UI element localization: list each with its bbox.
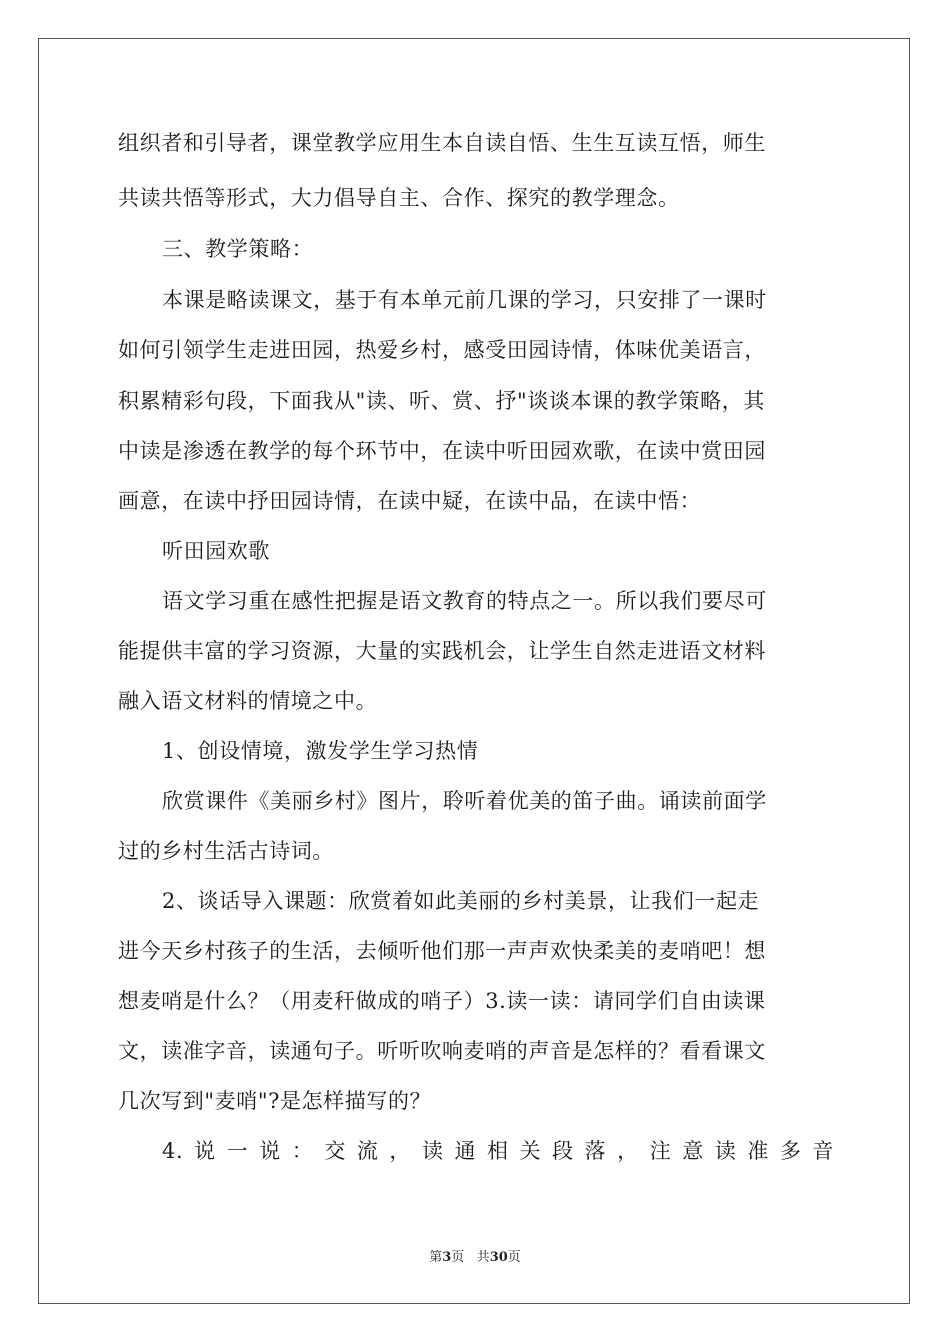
paragraph-line: 组织者和引导者，课堂教学应用生本自读自悟、生生互读互悟，师生 [118,131,766,155]
paragraph-line: 文，读准字音，读通句子。听听吹响麦哨的声音是怎样的？看看课文 [118,1039,766,1063]
page-footer [0,1246,950,1265]
paragraph-line: 融入语文材料的情境之中。 [118,689,378,713]
subheading: 听田园欢歌 [162,539,270,563]
paragraph-line: 想麦哨是什么？（用麦秆做成的哨子）3.读一读：请同学们自由读课 [118,989,766,1013]
footer-prefix: 第 [429,1250,443,1265]
paragraph-line: 中读是渗透在教学的每个环节中，在读中听田园欢歌，在读中赏田园 [118,439,766,463]
paragraph-line: 过的乡村生活古诗词。 [118,839,334,863]
paragraph-line: 如何引领学生走进田园，热爱乡村，感受田园诗情，体味优美语言， [118,338,766,362]
footer-page-suffix: 页 [451,1250,465,1265]
paragraph-line: 本课是略读课文，基于有本单元前几课的学习，只安排了一课时 [162,288,767,312]
paragraph-line: 几次写到"麦哨"?是怎样描写的？ [118,1089,432,1113]
paragraph-line: 进今天乡村孩子的生活，去倾听他们那一声声欢快柔美的麦哨吧！想 [118,939,766,963]
paragraph-line: 4.说一说：交流，读通相关段落，注意读准多音 [162,1139,834,1163]
total-page-count: 30 [489,1250,508,1265]
paragraph-line: 欣赏课件《美丽乡村》图片，聆听着优美的笛子曲。诵读前面学 [162,789,767,813]
list-item-heading: 1、创设情境，激发学生学习热情 [162,739,479,763]
paragraph-line: 共读共悟等形式，大力倡导自主、合作、探究的教学理念。 [118,186,680,210]
current-page-number: 3 [442,1250,452,1265]
paragraph-line: 积累精彩句段，下面我从"读、听、赏、抒"谈谈本课的教学策略，其 [118,389,765,413]
paragraph-line: 能提供丰富的学习资源，大量的实践机会，让学生自然走进语文材料 [118,639,766,663]
paragraph-line: 语文学习重在感性把握是语文教育的特点之一。所以我们要尽可 [162,589,767,613]
section-heading: 三、教学策略： [162,237,314,261]
paragraph-line: 2、谈话导入课题：欣赏着如此美丽的乡村美景，让我们一起走 [162,889,760,913]
footer-total-prefix: 共 [476,1250,490,1265]
footer-total-suffix: 页 [507,1250,521,1265]
paragraph-line: 画意，在读中抒田园诗情，在读中疑，在读中品，在读中悟： [118,489,702,513]
